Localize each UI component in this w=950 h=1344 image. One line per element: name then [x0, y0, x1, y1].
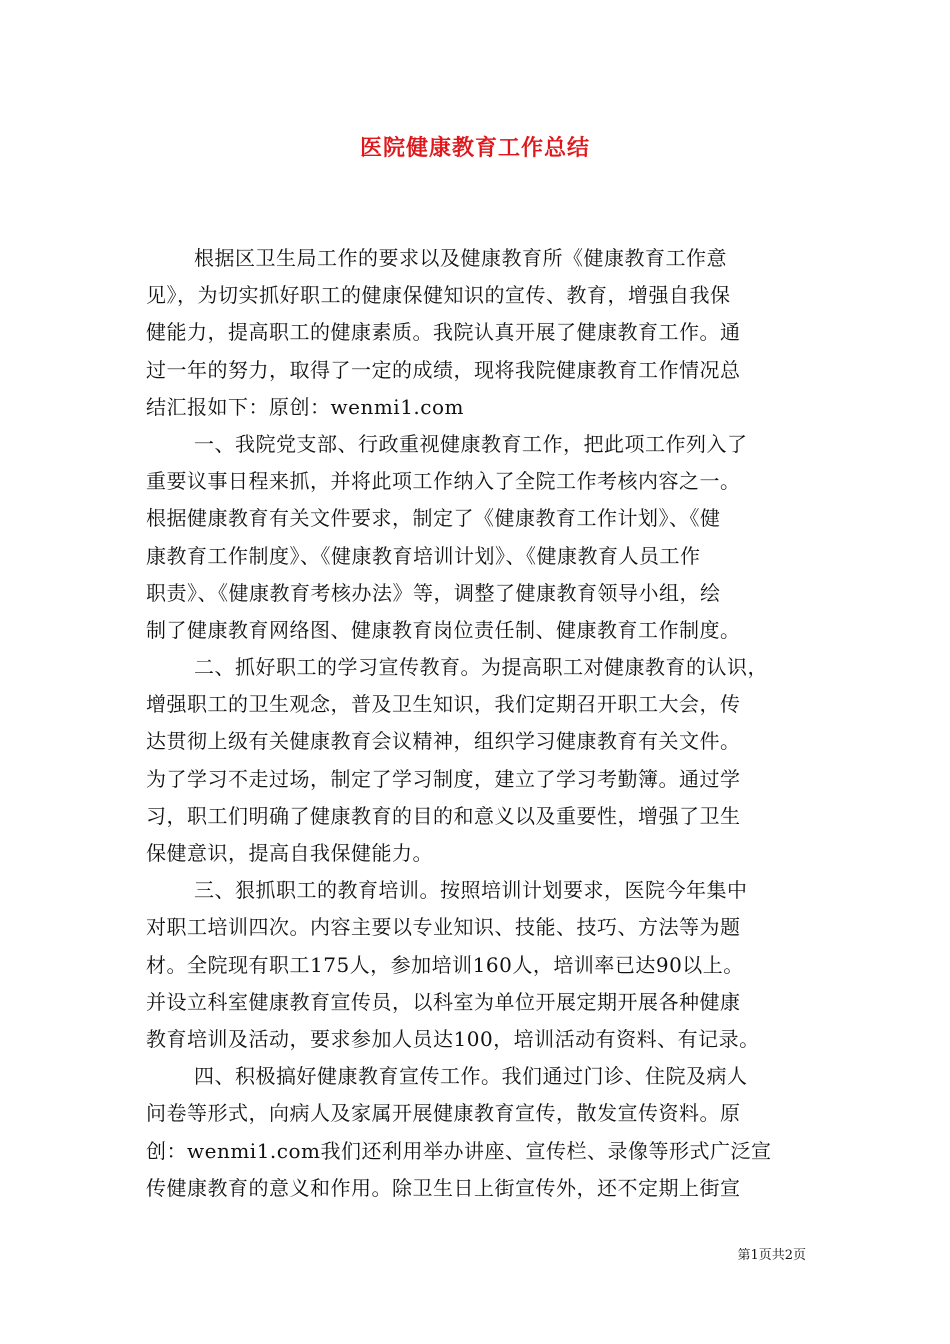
page-number: 第1页共2页 [737, 1248, 806, 1263]
paragraph-line: 健能力，提高职工的健康素质。我院认真开展了健康教育工作。通 [146, 320, 741, 345]
paragraph-line: 四、积极搞好健康教育宣传工作。我们通过门诊、住院及病人 [194, 1064, 748, 1089]
paragraph-line: 见》，为切实抓好职工的健康保健知识的宣传、教育，增强自我保 [146, 283, 731, 308]
paragraph-line: 结汇报如下：原创：wenmi1.com [146, 394, 464, 419]
paragraph-line: 根据区卫生局工作的要求以及健康教育所《健康教育工作意 [194, 246, 727, 270]
document-body [146, 240, 806, 1207]
page-title: 医院健康教育工作总结 [359, 135, 590, 161]
paragraph-line: 职责》、《健康教育考核办法》等，调整了健康教育领导小组，绘 [146, 580, 721, 605]
paragraph-line: 达贯彻上级有关健康教育会议精神，组织学习健康教育有关文件。 [146, 729, 741, 754]
paragraph-line: 对职工培训四次。内容主要以专业知识、技能、技巧、方法等为题 [146, 915, 741, 940]
paragraph-line: 制了健康教育网络图、健康教育岗位责任制、健康教育工作制度。 [146, 617, 741, 642]
paragraph-line: 三、狠抓职工的教育培训。按照培训计划要求，医院今年集中 [194, 878, 748, 903]
paragraph-line: 问卷等形式，向病人及家属开展健康教育宣传，散发宣传资料。原 [146, 1101, 741, 1126]
paragraph-line: 二、抓好职工的学习宣传教育。为提高职工对健康教育的认识， [194, 655, 768, 680]
paragraph-line: 创：wenmi1.com我们还利用举办讲座、宣传栏、录像等形式广泛宣 [146, 1138, 772, 1163]
paragraph-line: 保健意识，提高自我保健能力。 [146, 841, 433, 865]
paragraph-line: 并设立科室健康教育宣传员，以科室为单位开展定期开展各种健康 [146, 989, 741, 1014]
paragraph-line: 习，职工们明确了健康教育的目的和意义以及重要性，增强了卫生 [146, 803, 741, 828]
paragraph-line: 重要议事日程来抓，并将此项工作纳入了全院工作考核内容之一。 [146, 469, 741, 494]
paragraph-line: 材。全院现有职工175人，参加培训160人，培训率已达90以上。 [146, 952, 744, 977]
paragraph-line: 过一年的努力，取得了一定的成绩，现将我院健康教育工作情况总 [146, 357, 741, 382]
paragraph-line: 传健康教育的意义和作用。除卫生日上街宣传外，还不定期上街宣 [146, 1175, 741, 1200]
paragraph-line: 教育培训及活动，要求参加人员达100，培训活动有资料、有记录。 [146, 1026, 760, 1051]
paragraph-line: 为了学习不走过场，制定了学习制度，建立了学习考勤簿。通过学 [146, 766, 741, 791]
paragraph-line: 增强职工的卫生观念，普及卫生知识，我们定期召开职工大会，传 [146, 692, 741, 717]
paragraph-line: 根据健康教育有关文件要求，制定了《健康教育工作计划》、《健 [146, 506, 721, 531]
paragraph-line: 康教育工作制度》、《健康教育培训计划》、《健康教育人员工作 [146, 543, 701, 568]
paragraph-line: 一、我院党支部、行政重视健康教育工作，把此项工作列入了 [194, 431, 748, 456]
